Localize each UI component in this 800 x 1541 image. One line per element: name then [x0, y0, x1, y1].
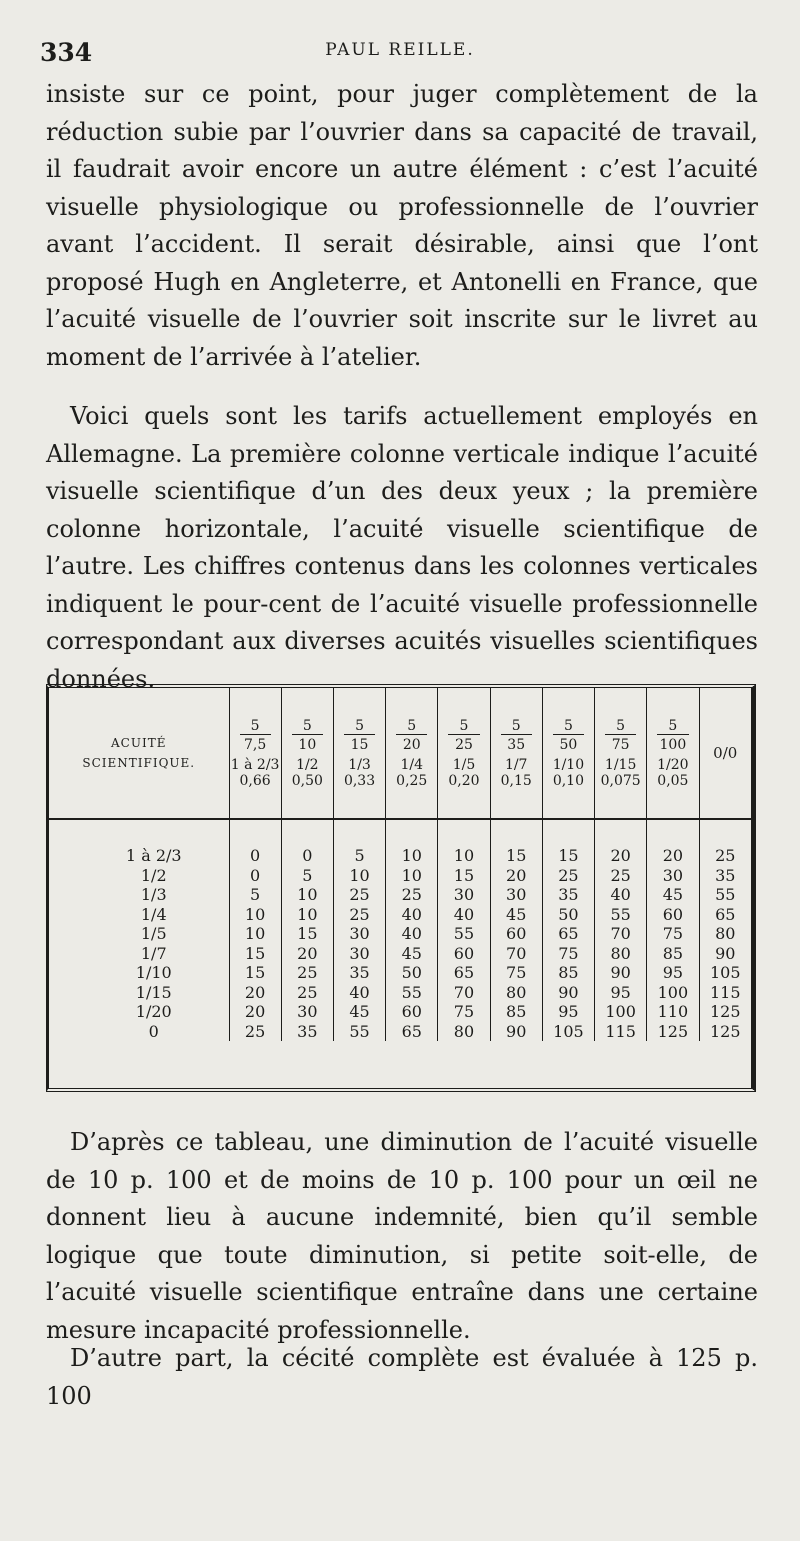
- table-cell: 10: [229, 905, 281, 925]
- table-label-line-1: ACUITÉ: [111, 736, 167, 750]
- table-cell: 35: [542, 885, 594, 905]
- table-cell: 55: [386, 983, 438, 1003]
- table-cell: 75: [490, 963, 542, 983]
- table-cell: 40: [386, 905, 438, 925]
- table-cell: 10: [333, 866, 385, 886]
- table-cell: 110: [647, 1002, 699, 1022]
- table-cell: 75: [438, 1002, 490, 1022]
- table-cell: 25: [386, 885, 438, 905]
- table-row-label-header: [49, 688, 229, 819]
- table-cell: 50: [542, 905, 594, 925]
- table-cell: 50: [386, 963, 438, 983]
- table-cell: 30: [281, 1002, 333, 1022]
- table-cell: 30: [333, 924, 385, 944]
- table-cell: 20: [281, 944, 333, 964]
- table-cell: 80: [438, 1022, 490, 1042]
- table-cell: 85: [647, 944, 699, 964]
- table-row: [49, 866, 751, 886]
- page-number: 334: [40, 38, 93, 67]
- table-cell: 105: [699, 963, 751, 983]
- table-cell: 45: [333, 1002, 385, 1022]
- table-cell: 10: [229, 924, 281, 944]
- table-cell: 65: [386, 1022, 438, 1042]
- table-cell: 60: [490, 924, 542, 944]
- column-header: 5 7,5 1 à 2/3 0,66: [229, 688, 281, 819]
- table-cell: 100: [595, 1002, 647, 1022]
- table-cell: 25: [281, 963, 333, 983]
- table-cell: 25: [229, 1022, 281, 1042]
- table-cell: 20: [229, 983, 281, 1003]
- table-cell: 35: [281, 1022, 333, 1042]
- table-cell: 5: [333, 846, 385, 866]
- row-label: 1/7: [140, 943, 167, 963]
- table-cell: 90: [699, 944, 751, 964]
- table-cell: 40: [333, 983, 385, 1003]
- table-cell: 90: [595, 963, 647, 983]
- table-cell: 90: [490, 1022, 542, 1042]
- table-cell: 30: [647, 866, 699, 886]
- table-cell: 25: [595, 866, 647, 886]
- table-cell: 95: [542, 1002, 594, 1022]
- table-cell: 10: [281, 905, 333, 925]
- table-cell: 90: [542, 983, 594, 1003]
- table-cell: 65: [542, 924, 594, 944]
- table-cell: 40: [595, 885, 647, 905]
- table-cell: 5: [229, 885, 281, 905]
- row-label: 1/15: [135, 982, 172, 1002]
- column-header: 5 35 1/7 0,15: [490, 688, 542, 819]
- table-label-line-2: SCIENTIFIQUE.: [82, 756, 196, 770]
- table-cell: 75: [542, 944, 594, 964]
- table-cell: 55: [438, 924, 490, 944]
- table-cell: 85: [542, 963, 594, 983]
- row-label: 1/2: [140, 865, 167, 885]
- table-cell: 10: [281, 885, 333, 905]
- table-cell: 30: [333, 944, 385, 964]
- table-cell: 45: [647, 885, 699, 905]
- row-label: 1/10: [135, 963, 172, 982]
- table-cell: 105: [542, 1022, 594, 1042]
- row-label: 1/4: [140, 904, 167, 924]
- table-cell: 75: [647, 924, 699, 944]
- column-header: 5 100 1/20 0,05: [647, 688, 699, 819]
- column-header: 5 25 1/5 0,20: [438, 688, 490, 819]
- column-header-zero: 0/0: [699, 688, 751, 819]
- table-cell: 20: [229, 1002, 281, 1022]
- row-label: 0: [148, 1021, 159, 1041]
- table-cell: 95: [647, 963, 699, 983]
- table-cell: 25: [333, 885, 385, 905]
- table-cell: 80: [699, 924, 751, 944]
- table-cell: 80: [595, 944, 647, 964]
- table-cell: 0: [229, 846, 281, 866]
- column-header: 5 50 1/10 0,10: [542, 688, 594, 819]
- table-cell: 55: [333, 1022, 385, 1042]
- table-cell: 100: [647, 983, 699, 1003]
- table-cell: 55: [595, 905, 647, 925]
- paragraph-1: insiste sur ce point, pour juger complètement de la réduction subie par l’ouvrier dans sa capacité de travail, il faudrait avoir encore un autre élément : c’est l’acuité visuelle physiologique ou professionnelle de l’ouvrier avant l’accident. Il serait désirable, ainsi que l’ont proposé Hugh en Angleterre, et Antonelli en France, que l’acuité visuelle de l’ouvrier soit inscrite sur le livret au moment de l’arrivée à l’atelier.: [46, 80, 758, 371]
- table-cell: 70: [438, 983, 490, 1003]
- table-cell: 20: [490, 866, 542, 886]
- table-cell: 40: [386, 924, 438, 944]
- column-header: 5 15 1/3 0,33: [333, 688, 385, 819]
- table-cell: 25: [281, 983, 333, 1003]
- table-cell: 125: [647, 1022, 699, 1042]
- table-row: [49, 924, 751, 944]
- table-row: [49, 1022, 751, 1042]
- table-cell: 15: [438, 866, 490, 886]
- table-cell: 20: [647, 846, 699, 866]
- row-label: 1/5: [140, 924, 167, 943]
- table-cell: 125: [699, 1002, 751, 1022]
- table-cell: 95: [595, 983, 647, 1003]
- paragraph-3: D’après ce tableau, une diminution de l’acuité visuelle de 10 p. 100 et de moins de 10 p. 100 pour un œil ne donnent lieu à aucune indemnité, bien qu’il semble logique que toute diminution, si petite soit-elle, de l’acuité visuelle scientifique entraîne dans une certaine mesure incapacité professionnelle.: [46, 1128, 758, 1344]
- table-cell: 10: [438, 846, 490, 866]
- table-cell: 35: [699, 866, 751, 886]
- table-row: [49, 963, 751, 983]
- column-header: 5 75 1/15 0,075: [595, 688, 647, 819]
- table-cell: 80: [490, 983, 542, 1003]
- row-label: 1/3: [140, 885, 167, 904]
- table-cell: 0: [281, 846, 333, 866]
- table-row: [49, 983, 751, 1003]
- table-cell: 35: [333, 963, 385, 983]
- table-row: [49, 846, 751, 866]
- column-header: 5 10 1/2 0,50: [281, 688, 333, 819]
- page-header: [40, 30, 760, 70]
- table-cell: 25: [333, 905, 385, 925]
- table-cell: 40: [438, 905, 490, 925]
- paragraph-4: D’autre part, la cécité complète est évaluée à 125 p. 100: [46, 1344, 758, 1410]
- table-cell: 5: [281, 866, 333, 886]
- table-cell: 30: [438, 885, 490, 905]
- table-cell: 60: [647, 905, 699, 925]
- table-row: [49, 885, 751, 905]
- table-cell: 55: [699, 885, 751, 905]
- table-cell: 15: [229, 963, 281, 983]
- table-cell: 60: [438, 944, 490, 964]
- table-cell: 15: [281, 924, 333, 944]
- table-cell: 10: [386, 846, 438, 866]
- table-header-row: [49, 688, 751, 819]
- table-cell: 70: [595, 924, 647, 944]
- table-cell: 60: [386, 1002, 438, 1022]
- table-cell: 30: [490, 885, 542, 905]
- table-cell: 70: [490, 944, 542, 964]
- table-cell: 20: [595, 846, 647, 866]
- table-cell: 15: [542, 846, 594, 866]
- table-cell: 10: [386, 866, 438, 886]
- running-head: PAUL REILLE.: [325, 40, 475, 60]
- row-label: 1 à 2/3: [125, 846, 182, 865]
- table-cell: 15: [490, 846, 542, 866]
- paragraph-2: Voici quels sont les tarifs actuellement employés en Allemagne. La première colonne verticale indique l’acuité visuelle scientifique d’un des deux yeux ; la première colonne horizontale, l’acuité visuelle scientifique de l’autre. Les chiffres contenus dans les colonnes verticales indiquent le pour-cent de l’acuité visuelle professionnelle correspondant aux diverses acuités visuelles scientifiques données.: [46, 402, 758, 693]
- table-cell: 65: [699, 905, 751, 925]
- table-cell: 115: [595, 1022, 647, 1042]
- table-cell: 25: [699, 846, 751, 866]
- table-cell: 0: [229, 866, 281, 886]
- column-header: 5 20 1/4 0,25: [386, 688, 438, 819]
- acuity-table: [46, 684, 756, 1092]
- table-row: [49, 1002, 751, 1022]
- table-cell: 45: [490, 905, 542, 925]
- table-cell: 125: [699, 1022, 751, 1042]
- table-cell: 15: [229, 944, 281, 964]
- table-row: [49, 944, 751, 964]
- table-cell: 45: [386, 944, 438, 964]
- table-row: [49, 905, 751, 925]
- spacer-row: [49, 819, 751, 846]
- row-label: 1/20: [135, 1002, 172, 1021]
- table-cell: 85: [490, 1002, 542, 1022]
- table-cell: 25: [542, 866, 594, 886]
- table-cell: 65: [438, 963, 490, 983]
- table-cell: 115: [699, 983, 751, 1003]
